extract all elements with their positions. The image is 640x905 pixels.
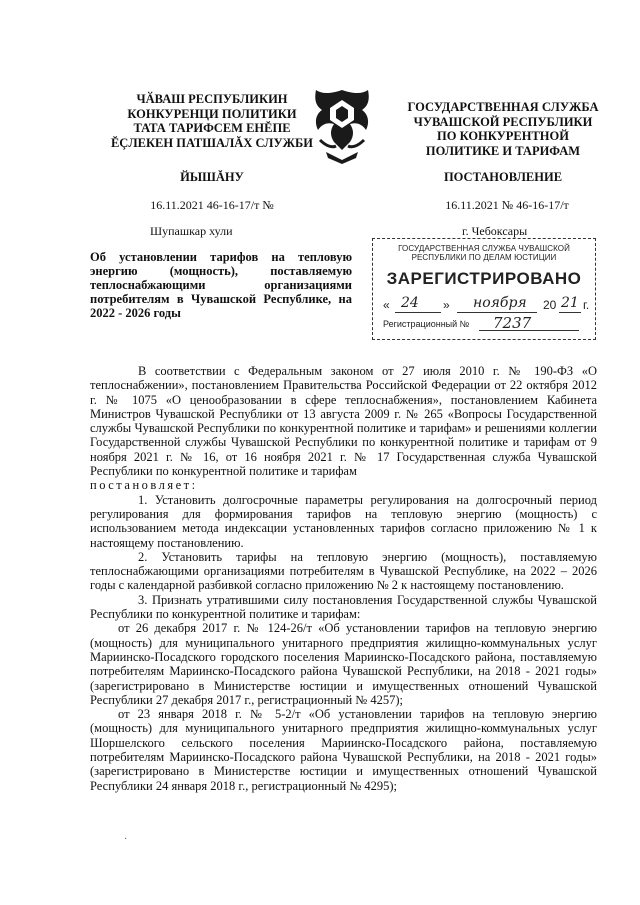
left-doc-type: ЙЫШĂНУ (180, 170, 244, 184)
stamp-year-line (559, 312, 581, 313)
stamp-day-line (395, 312, 441, 313)
left-header (96, 92, 328, 150)
right-city: г. Чебоксары (462, 224, 528, 238)
stamp-registration (383, 314, 589, 332)
stamp-reg-number: 7237 (493, 314, 532, 332)
decree-word: постановляет: (90, 478, 198, 493)
stamp-header (373, 244, 595, 262)
intro-paragraph: В соответствии с Федеральным законом от 27 июля 2010 г. № 190-ФЗ «О теплоснабжении», постановлением Правительства Российской Федерации от 22 октября 2012 г. № 1075 «О ценообразовании в сфере теплоснабжения», постановлением Кабинета Министров Чувашской Республики от 13 августа 2009 г. № 265 «Вопросы Государственной службы Чувашской Республики по конкурентной политике и тарифам» и решениями коллегии Государственной службы Чувашской Республики по конкурентной политике и тарифам от 9 ноября 2021 г. № 16, от 16 ноября 2021 г. № 17 Государственная служба Чувашской Республики по конкурентной политике и тарифам (90, 364, 597, 479)
stamp-year-abbr: г. (583, 298, 590, 312)
sub-item-2: от 23 января 2018 г. № 5-2/т «Об установлении тарифов на тепловую энергию (мощность) для муниципального унитарного предприятия жилищно-коммунальных услуг Шоршелского сельского поселения Мариинско-Посадского района, поставляемую потребителям Мариинско-Посадского района Чувашской Республики, на 2018 - 2021 годы» (зарегистрировано в Министерстве юстиции и имущественных отношений Чувашской Республики 24 января 2018 г., регистрационный № 4295); (90, 707, 597, 793)
sub-item-1: от 26 декабря 2017 г. № 124-26/т «Об установлении тарифов на тепловую энергию (мощность) для муниципального унитарного предприятия жилищно-коммунальных услуг Мариинско-Посадского городского поселения Мариинско-Посадского района, поставляемую потребителям Мариинско-Посадского района Чувашской Республики, на 2018 - 2021 годы» (зарегистрировано в Министерстве юстиции и имущественных отношений Чувашской Республики 27 декабря 2017 г., регистрационный № 4257); (90, 621, 597, 707)
stamp-title: ЗАРЕГИСТРИРОВАНО (386, 269, 582, 288)
stamp-reg-label: Регистрационный № (383, 319, 470, 329)
document-subject: Об установлении тарифов на тепловую энергию (мощность), поставляемую теплоснабжающими организациями потребителям в Чувашской Республике, на 2022 - 2026 годы (90, 250, 352, 320)
stamp-year-prefix: 20 (543, 298, 557, 312)
left-doc-number: 16.11.2021 46-16-17/т № (150, 198, 274, 212)
left-header-line: ЧӐВАШ РЕСПУБЛИКИН (136, 92, 288, 106)
item-2: 2. Установить тарифы на тепловую энергию (мощность), поставляемую теплоснабжающими организациями потребителям в Чувашской Республике, на 2022 – 2026 годы с календарной разбивкой согласно приложению № 2 к настоящему постановлению. (90, 549, 597, 593)
right-doc-number: 16.11.2021 № 46-16-17/т (445, 198, 569, 212)
left-header-line: ĔÇЛЕКЕН ПАТШАЛĂХ СЛУЖБИ (110, 135, 314, 150)
stamp-day: 24 (401, 295, 419, 311)
right-header-line: ГОСУДАРСТВЕННАЯ СЛУЖБА (407, 100, 599, 114)
left-header-line: КОНКУРЕНЦИ ПОЛИТИКИ (127, 106, 297, 121)
stamp-month-line (457, 312, 537, 313)
item-1: 1. Установить долгосрочные параметры регулирования на долгосрочный период регулирования для формирования тарифов на тепловую энергию (мощность) с использованием метода индексации установленных тарифов согласно приложению № 1 к настоящему постановлению. (90, 492, 597, 550)
chuvash-coat-of-arms-icon (300, 84, 384, 168)
stamp-header-line: ГОСУДАРСТВЕННАЯ СЛУЖБА ЧУВАШСКОЙ (398, 244, 570, 253)
stamp-header-line: РЕСПУБЛИКИ ПО ДЕЛАМ ЮСТИЦИИ (411, 253, 557, 262)
left-header-line: ТАТА ТАРИФСЕМ ЕНĔПЕ (133, 121, 291, 135)
stamp-year-suffix: 21 (561, 295, 579, 311)
stamp-month: ноября (473, 295, 527, 311)
page-mark: · (124, 834, 128, 845)
registration-stamp: ГОСУДАРСТВЕННАЯ СЛУЖБА ЧУВАШСКОЙ РЕСПУБЛИКИ ПО ДЕЛАМ ЮСТИЦИИ ЗАРЕГИСТРИРОВАНО « 24 » ноября 20 21 г. Регистрационный № 7237 (372, 238, 596, 340)
right-doc-type: ПОСТАНОВЛЕНИЕ (443, 170, 563, 184)
left-city: Шупашкар хули (150, 224, 233, 238)
right-header-line: ПОЛИТИКЕ И ТАРИФАМ (425, 143, 581, 158)
right-header (400, 100, 606, 158)
document-body (90, 364, 597, 793)
right-header-line: ПО КОНКУРЕНТНОЙ (437, 129, 569, 143)
item-3: 3. Признать утратившими силу постановления Государственной службы Чувашской Республики по конкурентной политике и тарифам: (90, 592, 597, 622)
right-header-line: ЧУВАШСКОЙ РЕСПУБЛИКИ (413, 114, 593, 129)
